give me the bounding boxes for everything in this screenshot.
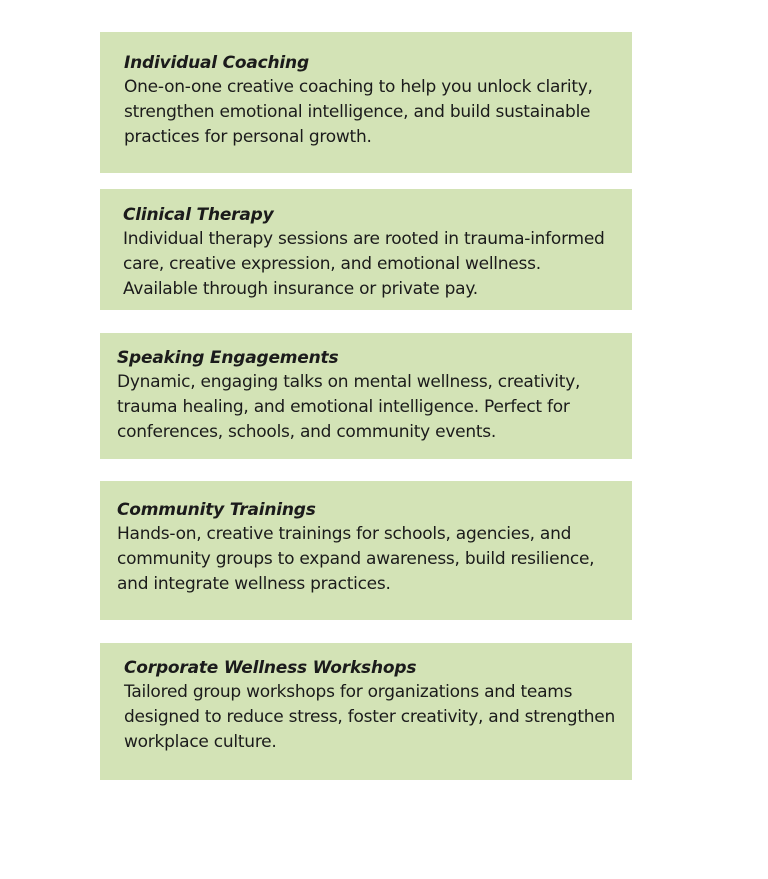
service-title: Community Trainings bbox=[117, 500, 316, 520]
service-card-individual-coaching bbox=[100, 32, 632, 173]
service-description: Dynamic, engaging talks on mental wellness, creativity, trauma healing, and emotional intelligence. Perfect for conferences, schools, and community events. bbox=[117, 372, 581, 442]
service-description: Individual therapy sessions are rooted in trauma-informed care, creative expression, and emotional wellness. Available through insurance or private pay. bbox=[123, 229, 605, 299]
service-card-clinical-therapy bbox=[100, 189, 632, 310]
service-title: Clinical Therapy bbox=[123, 205, 274, 225]
service-description: One-on-one creative coaching to help you unlock clarity, strengthen emotional intelligence, and build sustainable practices for personal growth. bbox=[124, 77, 593, 147]
service-title: Speaking Engagements bbox=[117, 348, 339, 368]
service-title: Individual Coaching bbox=[124, 53, 309, 73]
service-card-speaking-engagements bbox=[100, 333, 632, 459]
service-title: Corporate Wellness Workshops bbox=[124, 658, 417, 678]
service-description: Tailored group workshops for organizations and teams designed to reduce stress, foster creativity, and strengthen workplace culture. bbox=[124, 682, 616, 752]
service-card-corporate-wellness-workshops bbox=[100, 643, 632, 780]
service-description: Hands-on, creative trainings for schools, agencies, and community groups to expand awareness, build resilience, and integrate wellness practices. bbox=[117, 524, 595, 594]
service-card-community-trainings bbox=[100, 481, 632, 620]
